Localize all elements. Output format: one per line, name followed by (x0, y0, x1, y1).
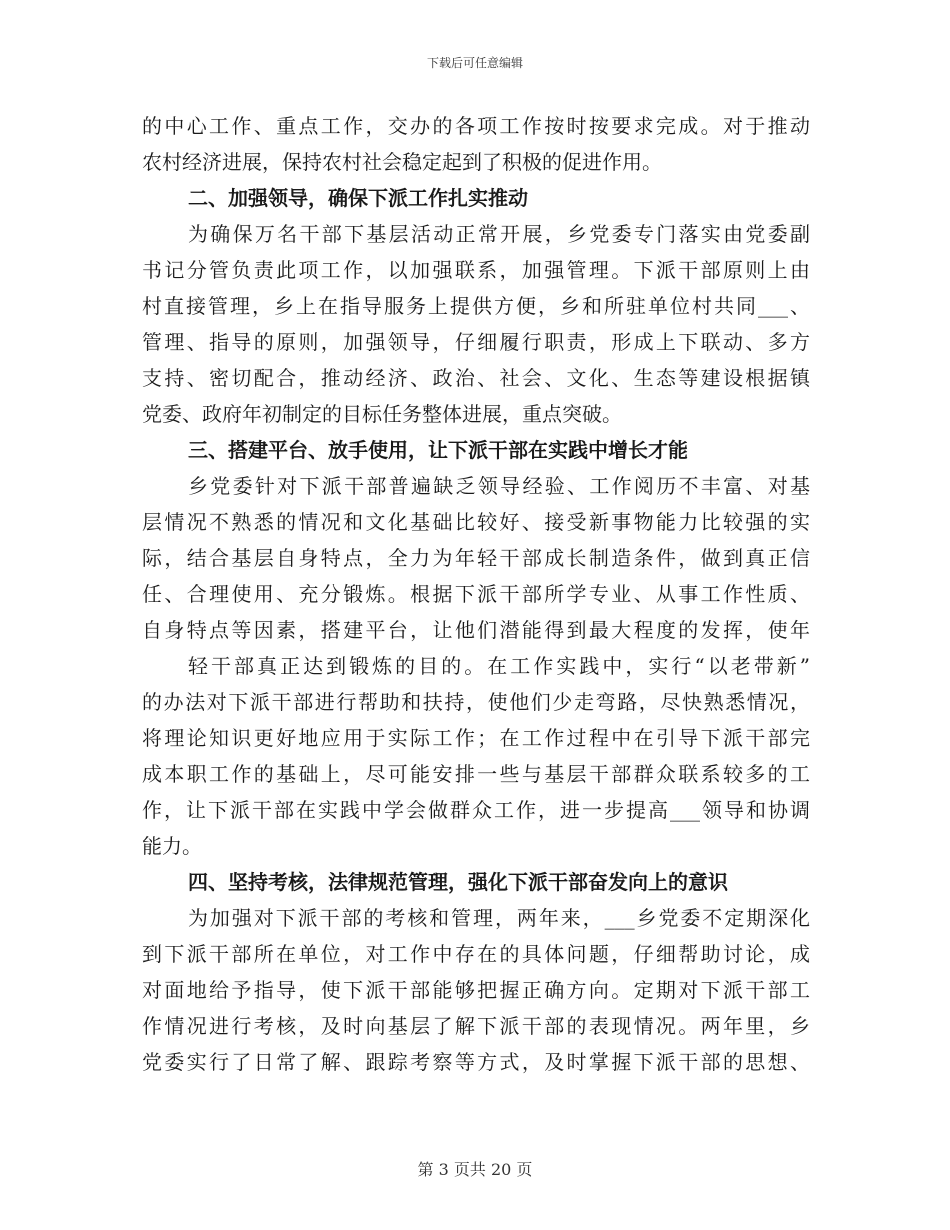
section-heading: 三、搭建平台、放手使用，让下派干部在实践中增长才能 (188, 438, 688, 462)
body-line: 轻干部真正达到锻炼的目的。在工作实践中，实行“以老带新” (188, 654, 810, 678)
body-line: 到下派干部所在单位，对工作中存在的具体问题，仔细帮助讨论，成 (142, 942, 810, 966)
body-line: 为加强对下派干部的考核和管理，两年来，___乡党委不定期深化 (188, 906, 810, 930)
document-body (142, 108, 810, 1080)
body-line: 作情况进行考核，及时向基层了解下派干部的表现情况。两年里，乡 (142, 1014, 810, 1038)
body-line: 支持、密切配合，推动经济、政治、社会、文化、生态等建设根据镇 (142, 366, 810, 390)
body-line: 任、合理使用、充分锻炼。根据下派干部所学专业、从事工作性质、 (142, 582, 810, 606)
body-line: 书记分管负责此项工作，以加强联系，加强管理。下派干部原则上由 (142, 258, 810, 282)
body-line: 际，结合基层自身特点，全力为年轻干部成长制造条件，做到真正信 (142, 546, 810, 570)
body-line: 村直接管理，乡上在指导服务上提供方便，乡和所驻单位村共同___、 (142, 294, 810, 318)
body-line: 乡党委针对下派干部普遍缺乏领导经验、工作阅历不丰富、对基 (188, 474, 810, 498)
section-heading: 二、加强领导，确保下派工作扎实推动 (188, 186, 528, 210)
body-line: 的中心工作、重点工作，交办的各项工作按时按要求完成。对于推动 (142, 114, 810, 138)
body-line: 为确保万名干部下基层活动正常开展，乡党委专门落实由党委副 (188, 222, 810, 246)
body-line: 管理、指导的原则，加强领导，仔细履行职责，形成上下联动、多方 (142, 330, 810, 354)
body-line: 党委、政府年初制定的目标任务整体进展，重点突破。 (142, 402, 622, 426)
section-heading: 四、坚持考核，法律规范管理，强化下派干部奋发向上的意识 (188, 870, 728, 894)
page-number: 第 3 页共 20 页 (417, 1160, 533, 1179)
page-header: 下载后可任意编辑 (426, 56, 523, 70)
body-line: 对面地给予指导，使下派干部能够把握正确方向。定期对下派干部工 (142, 978, 810, 1002)
body-line: 成本职工作的基础上，尽可能安排一些与基层干部群众联系较多的工 (142, 762, 810, 786)
body-line: 能力。 (142, 834, 202, 858)
body-line: 将理论知识更好地应用于实际工作；在工作过程中在引导下派干部完 (142, 726, 810, 750)
body-line: 作，让下派干部在实践中学会做群众工作，进一步提高___领导和协调 (142, 798, 810, 822)
body-line: 党委实行了日常了解、跟踪考察等方式，及时掌握下派干部的思想、 (142, 1050, 810, 1074)
body-line: 自身特点等因素，搭建平台，让他们潜能得到最大程度的发挥，使年 (142, 618, 810, 642)
body-line: 农村经济进展，保持农村社会稳定起到了积极的促进作用。 (142, 150, 662, 174)
body-line: 层情况不熟悉的情况和文化基础比较好、接受新事物能力比较强的实 (142, 510, 810, 534)
body-line: 的办法对下派干部进行帮助和扶持，使他们少走弯路，尽快熟悉情况， (142, 690, 810, 714)
